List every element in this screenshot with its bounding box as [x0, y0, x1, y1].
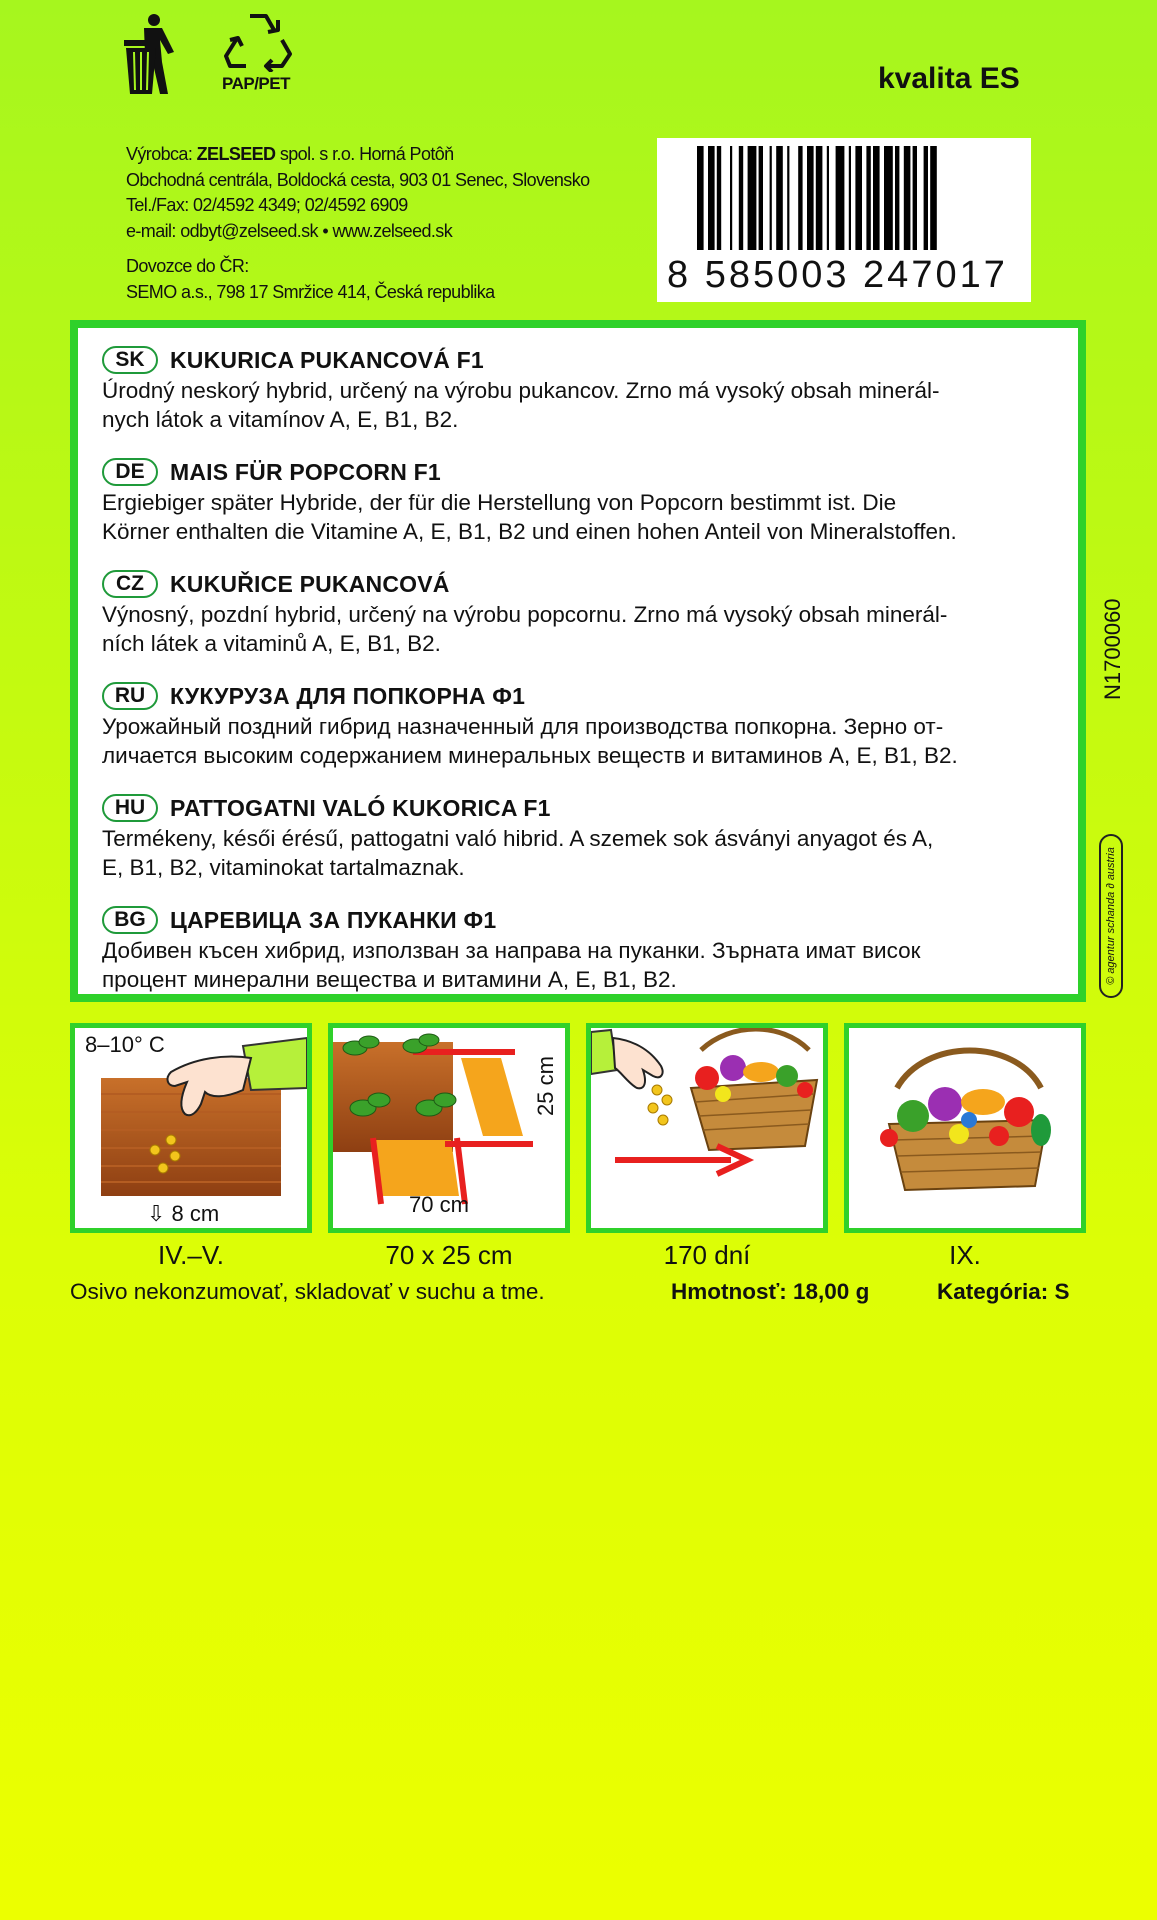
barcode-bar [798, 146, 802, 250]
hand-to-basket-icon [591, 1028, 823, 1228]
lang-block-ru [102, 681, 1072, 770]
barcode-bar [697, 146, 704, 250]
spacing-pictogram [328, 1023, 570, 1233]
lang-block-sk [102, 345, 1072, 434]
lang-badge-sk: SK [102, 346, 158, 374]
sowing-depth: ⇩ 8 cm [147, 1201, 220, 1226]
barcode-bar [855, 146, 862, 250]
trash-bin-icon [122, 12, 184, 96]
lang-block-bg [102, 905, 1072, 994]
lang-text-de [102, 488, 1072, 546]
lang-text-sk [102, 376, 1072, 434]
lang-line: Termékeny, késői érésű, pattogatni való hibrid. A szemek sok ásványi anyagot és A, [102, 826, 934, 851]
barcode-bar [748, 146, 757, 250]
caption-harvest-month: IX. [949, 1240, 981, 1270]
barcode-bar [776, 146, 783, 250]
lang-badge-bg: BG [102, 906, 158, 934]
barcode-bar [849, 146, 851, 250]
barcode-bar [807, 146, 814, 250]
lang-badge-cz: CZ [102, 570, 158, 598]
lang-title-cz: KUKUŘICE PUKANCOVÁ [170, 570, 450, 597]
barcode-bar [913, 146, 917, 250]
barcode-bar [717, 146, 721, 250]
barcode-digits: 8 585003 247017 [667, 254, 1008, 296]
product-code: N1700060 [1100, 598, 1125, 700]
sowing-hand-icon [75, 1028, 307, 1228]
producer-prefix: Výrobca: [126, 144, 197, 164]
producer-info [126, 142, 590, 244]
lang-line: nych látok a vitamínov A, E, B1, B2. [102, 407, 459, 432]
lang-line: личается высоким содержанием минеральных веществ и витаминов A, E, B1, B2. [102, 743, 958, 768]
producer-company: ZELSEED [196, 144, 276, 164]
lang-line: Körner enthalten die Vitamine A, E, B1, B2 und einen hohen Anteil von Mineralstoffen. [102, 519, 957, 544]
plant-spacing: 25 cm [533, 1056, 558, 1116]
description-box [70, 320, 1086, 1002]
barcode-bar [873, 146, 880, 250]
agency-mark: © agentur schanda ∂ austria [1099, 834, 1123, 998]
lang-badge-de: DE [102, 458, 158, 486]
recycle-label: PAP/PET [222, 74, 290, 93]
lang-title-ru: КУКУРУЗА ДЛЯ ПОПКОРНА Ф1 [170, 682, 526, 709]
lang-block-cz [102, 569, 1072, 658]
lang-line: E, B1, B2, vitaminokat tartalmaznak. [102, 855, 465, 880]
lang-title-hu: PATTOGATNI VALÓ KUKORICA F1 [170, 794, 551, 821]
barcode-bar [816, 146, 823, 250]
lang-text-ru [102, 712, 1072, 770]
barcode-bar [787, 146, 789, 250]
lang-badge-ru: RU [102, 682, 158, 710]
lang-text-hu [102, 824, 1072, 882]
caption-spacing: 70 x 25 cm [385, 1240, 513, 1270]
caption-sowing-period: IV.–V. [157, 1240, 225, 1270]
lang-badge-hu: HU [102, 794, 158, 822]
barcode-bar [866, 146, 870, 250]
barcode-bar [770, 146, 772, 250]
caption-growing-days: 170 dní [663, 1240, 751, 1270]
vegetable-basket-icon [849, 1028, 1081, 1228]
barcode-bar [895, 146, 899, 250]
harvest-time-pictogram [586, 1023, 828, 1233]
producer-address: spol. s r.o. Horná Potôň [275, 144, 454, 164]
lang-title-de: MAIS FÜR POPCORN F1 [170, 458, 441, 485]
barcode-bar [884, 146, 893, 250]
producer-line-2: Obchodná centrála, Boldocká cesta, 903 01 Senec, Slovensko [126, 169, 590, 190]
lang-block-hu [102, 793, 1072, 882]
lang-line: Ergiebiger später Hybride, der für die Herstellung von Popcorn bestimmt ist. Die [102, 490, 897, 515]
harvest-pictogram [844, 1023, 1086, 1233]
quality-label: kvalita ES [878, 62, 1020, 95]
lang-block-de [102, 457, 1072, 546]
barcode-bar [836, 146, 845, 250]
sowing-pictogram [70, 1023, 312, 1233]
barcode-bar [904, 146, 911, 250]
importer-address: SEMO a.s., 798 17 Smržice 414, Česká republika [126, 281, 495, 302]
lang-text-cz [102, 600, 1072, 658]
lang-title-sk: KUKURICA PUKANCOVÁ F1 [170, 346, 484, 373]
lang-line: ních látek a vitaminů A, E, B1, B2. [102, 631, 441, 656]
category-label: Kategória: S [937, 1279, 1070, 1304]
barcode-bar [730, 146, 732, 250]
row-spacing: 70 cm [409, 1192, 469, 1217]
weight-label: Hmotnosť: 18,00 g [671, 1279, 870, 1304]
producer-line-1 [126, 142, 590, 168]
lang-text-bg [102, 936, 1072, 994]
producer-contact-phone: Tel./Fax: 02/4592 4349; 02/4592 6909 [126, 195, 408, 215]
sowing-temperature: 8–10° C [85, 1032, 165, 1057]
barcode-bar [827, 146, 829, 250]
barcode-bar [739, 146, 743, 250]
storage-note: Osivo nekonzumovať, skladovať v suchu a tme. [70, 1279, 545, 1304]
recycle-icon [224, 10, 292, 72]
barcode-bar [930, 146, 937, 250]
lang-line: процент минерални вещества и витамини A, E, B1, B2. [102, 967, 677, 992]
lang-line: Úrodný neskorý hybrid, určený na výrobu pukancov. Zrno má vysoký obsah minerál- [102, 378, 940, 403]
importer-info [126, 254, 495, 305]
barcode-bar [708, 146, 715, 250]
lang-line: Výnosný, pozdní hybrid, určený na výrobu popcornu. Zrno má vysoký obsah minerál- [102, 602, 948, 627]
barcode-bar [924, 146, 928, 250]
producer-contact-web: e-mail: odbyt@zelseed.sk • www.zelseed.sk [126, 220, 453, 241]
importer-heading: Dovozce do ČR: [126, 256, 249, 276]
lang-line: Добивен късен хибрид, използван за направа на пуканки. Зърната имат висок [102, 938, 921, 963]
lang-line: Урожайный поздний гибрид назначенный для производства попкорна. Зерно от- [102, 714, 944, 739]
barcode-bar [759, 146, 763, 250]
barcode [657, 138, 1031, 302]
lang-title-bg: ЦАРЕВИЦА ЗА ПУКАНКИ Ф1 [170, 906, 497, 933]
